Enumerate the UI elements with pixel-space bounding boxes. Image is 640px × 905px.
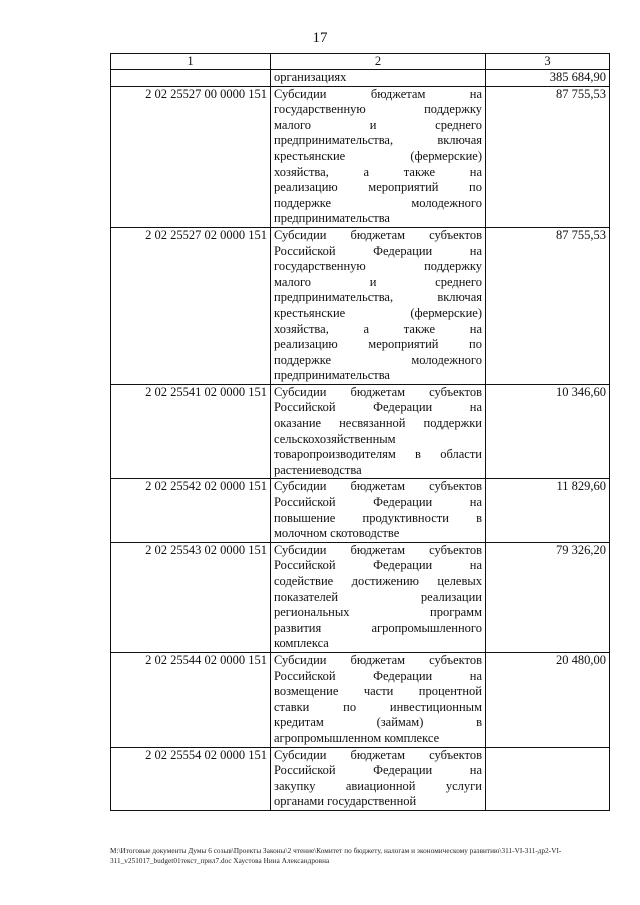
description-line: товаропроизводителям в области [274, 447, 482, 462]
description-cell [271, 227, 486, 384]
table-row [111, 542, 610, 652]
description-line: региональных программ [274, 605, 482, 620]
amount-cell: 11 829,60 [486, 479, 610, 542]
table-row [111, 227, 610, 384]
description-line: содействие достижению целевых [274, 574, 482, 588]
table-row [111, 652, 610, 747]
budget-code-cell: 2 02 25542 02 0000 151 [111, 479, 271, 542]
table-row [111, 86, 610, 227]
description-line: возмещение части процентной [274, 684, 482, 699]
description-line: Субсидии бюджетам субъектов [274, 747, 482, 762]
description-line: реализацию мероприятий по [274, 180, 482, 195]
footer-author-line: 311_v251017_budget01текст_прил7.doc Хаустова Нина Александровна [110, 857, 330, 865]
description-line: органами государственной [274, 794, 417, 809]
description-cell [271, 70, 486, 87]
description-cell [271, 384, 486, 479]
description-cell [271, 652, 486, 747]
description-line: малого и среднего [274, 117, 482, 132]
description-cell [271, 479, 486, 542]
description-line: сельскохозяйственным [274, 431, 396, 446]
budget-code-cell [111, 70, 271, 87]
budget-code-cell: 2 02 25541 02 0000 151 [111, 384, 271, 479]
description-line: показателей реализации [274, 589, 482, 604]
description-line: предпринимательства [274, 368, 390, 383]
description-line: Субсидии бюджетам субъектов [274, 384, 482, 399]
description-cell [271, 747, 486, 810]
description-line: Российской Федерации на [274, 558, 482, 573]
description-line: Российской Федерации на [274, 400, 482, 415]
budget-code-cell: 2 02 25544 02 0000 151 [111, 652, 271, 747]
description-cell [271, 542, 486, 652]
table-body [111, 70, 610, 811]
description-line: кредитам (займам) в [274, 715, 482, 730]
description-line: предпринимательства [274, 211, 390, 226]
description-line: государственную поддержку [274, 259, 482, 274]
description-line: поддержке молодежного [274, 352, 482, 367]
description-line: организациях [274, 70, 347, 84]
table-row [111, 70, 610, 87]
description-cell [271, 86, 486, 227]
amount-cell: 79 326,20 [486, 542, 610, 652]
budget-code-cell: 2 02 25554 02 0000 151 [111, 747, 271, 810]
page-number: 17 [312, 30, 328, 46]
description-line: малого и среднего [274, 274, 482, 289]
description-line: крестьянские (фермерские) [274, 148, 482, 163]
amount-cell: 87 755,53 [486, 86, 610, 227]
budget-code-cell: 2 02 25527 00 0000 151 [111, 86, 271, 227]
description-line: хозяйства, а также на [274, 321, 482, 336]
budget-table [110, 53, 610, 811]
description-line: развития агропромышленного [274, 620, 482, 635]
description-line: Российской Федерации на [274, 243, 482, 258]
description-line: хозяйства, а также на [274, 164, 482, 179]
description-line: агропромышленном комплексе [274, 730, 440, 745]
amount-cell [486, 747, 610, 810]
description-line: Российской Федерации на [274, 763, 482, 778]
description-line: предпринимательства, включая [274, 290, 482, 305]
description-line: закупку авиационной услуги [274, 778, 482, 793]
description-line: Субсидии бюджетам субъектов [274, 542, 482, 557]
table-row [111, 747, 610, 810]
description-line: Субсидии бюджетам субъектов [274, 652, 482, 667]
description-line: крестьянские (фермерские) [274, 305, 482, 320]
table-row [111, 479, 610, 542]
table-header-row [111, 54, 610, 70]
column-header-amount: 3 [486, 54, 610, 70]
amount-cell: 385 684,90 [486, 70, 610, 87]
description-line: поддержке молодежного [274, 195, 482, 210]
description-line: предпринимательства, включая [274, 133, 482, 148]
table-row [111, 384, 610, 479]
footer-path-line: M:\Итоговые документы Думы 6 созыв\Проекты Законы\2 чтение\Комитет по бюджету, налогам и экономическому развитию\311-VI-311-др2-VI- [110, 847, 562, 855]
amount-cell: 10 346,60 [486, 384, 610, 479]
file-path-footer [110, 846, 610, 866]
description-line: ставки по инвестиционным [274, 699, 482, 714]
description-line: реализацию мероприятий по [274, 337, 482, 352]
amount-cell: 20 480,00 [486, 652, 610, 747]
column-header-description: 2 [271, 54, 486, 70]
description-line: Российской Федерации на [274, 495, 482, 510]
description-line: комплекса [274, 636, 329, 651]
description-line: Российской Федерации на [274, 668, 482, 683]
description-line: растениеводства [274, 462, 362, 477]
amount-cell: 87 755,53 [486, 227, 610, 384]
column-header-code: 1 [111, 54, 271, 70]
description-line: Субсидии бюджетам субъектов [274, 227, 482, 242]
description-line: повышение продуктивности в [274, 510, 482, 525]
description-line: Субсидии бюджетам на [274, 86, 482, 101]
description-line: государственную поддержку [274, 102, 482, 117]
description-line: Субсидии бюджетам субъектов [274, 479, 482, 494]
description-line: молочном скотоводстве [274, 526, 400, 541]
description-line: оказание несвязанной поддержки [274, 416, 482, 431]
budget-code-cell: 2 02 25527 02 0000 151 [111, 227, 271, 384]
budget-code-cell: 2 02 25543 02 0000 151 [111, 542, 271, 652]
